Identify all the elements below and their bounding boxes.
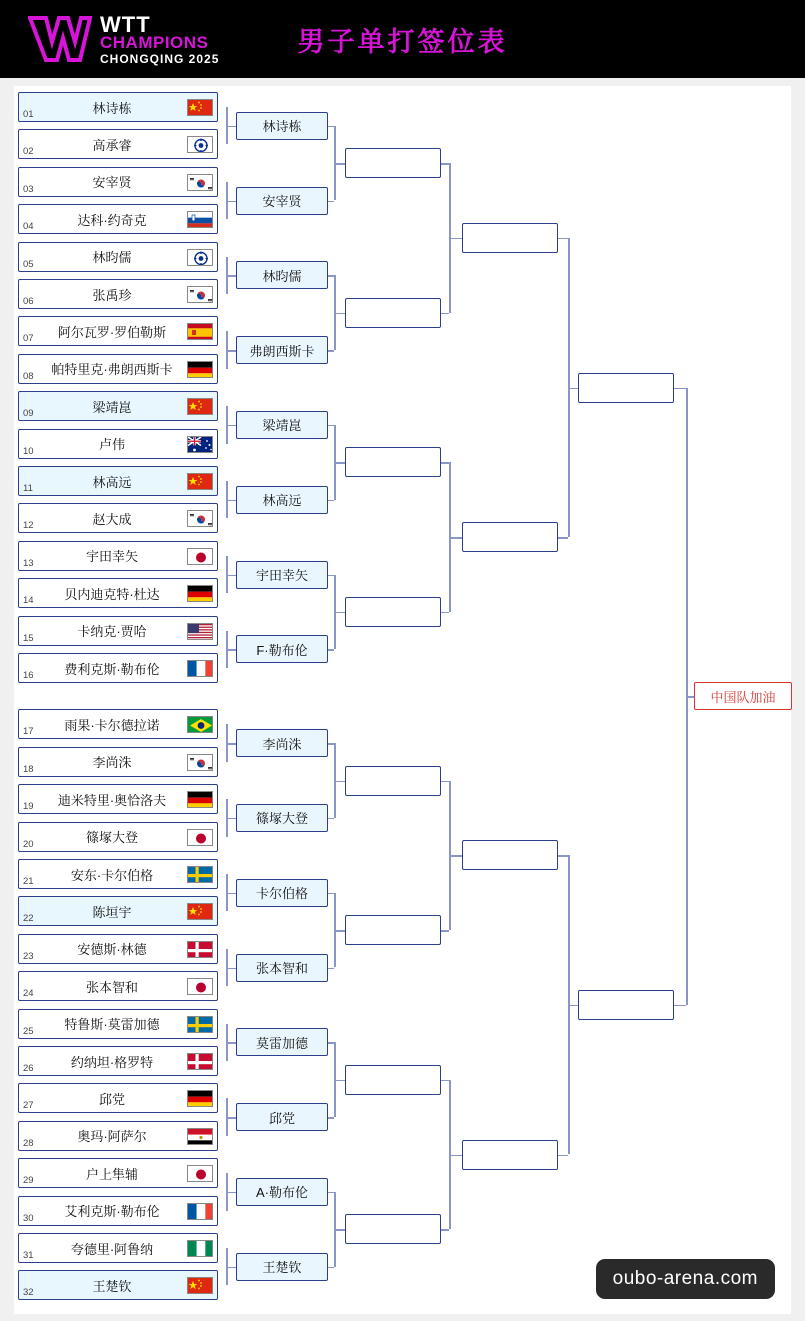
flag-icon-se: [187, 1016, 213, 1033]
seed-entry[interactable]: [18, 1158, 218, 1188]
seed-player-name: 夸德里·阿鲁纳: [70, 1241, 154, 1257]
flag-icon-si: [187, 211, 213, 228]
connector-line: [449, 537, 462, 539]
seed-number: 11: [23, 483, 33, 494]
seed-entry[interactable]: [18, 859, 218, 889]
seed-entry[interactable]: [18, 466, 218, 496]
seed-entry[interactable]: [18, 316, 218, 346]
flag-icon-tpe: [187, 136, 213, 153]
connector-line: [334, 163, 345, 165]
seed-player-name: 梁靖崑: [92, 399, 132, 415]
flag-icon-es: [187, 323, 213, 340]
seed-player-name: 林高远: [92, 474, 132, 490]
seed-entry[interactable]: [18, 204, 218, 234]
round4-box[interactable]: [462, 522, 558, 552]
logo-wtt-text: WTT: [100, 11, 151, 37]
seed-number: 12: [23, 520, 34, 532]
connector-line: [328, 1117, 334, 1119]
flag-icon-eg: [187, 1128, 213, 1145]
flag-icon-kr: [187, 174, 213, 191]
connector-line: [328, 893, 334, 895]
connector-line: [328, 1267, 334, 1269]
round2-winner-box[interactable]: 弗朗西斯卡: [236, 336, 328, 364]
flag-icon-cn: [187, 398, 213, 415]
seed-player-name: 张本智和: [85, 979, 138, 995]
round2-winner-box[interactable]: 篠塚大登: [236, 804, 328, 832]
semifinal-box[interactable]: [578, 990, 674, 1020]
seed-number: 29: [23, 1175, 34, 1187]
connector-line: [558, 1155, 568, 1157]
connector-line: [328, 126, 334, 128]
round2-winner-box[interactable]: 李尚洙: [236, 729, 328, 757]
seed-entry[interactable]: [18, 391, 218, 421]
seed-entry[interactable]: [18, 1121, 218, 1151]
seed-number: 31: [23, 1250, 34, 1261]
seed-player-name: 陈垣宇: [92, 904, 132, 920]
seed-player-name: 安宰贤: [92, 175, 132, 191]
flag-icon-jp: [187, 548, 213, 565]
round2-winner-box[interactable]: 王楚钦: [236, 1253, 328, 1281]
seed-number: 27: [23, 1100, 34, 1112]
logo-champions-text: CHAMPIONS: [100, 32, 209, 52]
bracket-diagram: [0, 78, 805, 1321]
seed-entry[interactable]: [18, 578, 218, 608]
seed-number: 09: [23, 408, 34, 420]
round2-winner-box[interactable]: 林高远: [236, 486, 328, 514]
round4-box[interactable]: [462, 840, 558, 870]
round2-winner-box[interactable]: 宇田幸矢: [236, 561, 328, 589]
seed-entry[interactable]: [18, 709, 218, 739]
seed-entry[interactable]: [18, 653, 218, 683]
round2-winner-box[interactable]: 卡尔伯格: [236, 879, 328, 907]
connector-line: [568, 388, 578, 390]
connector-line: [334, 930, 345, 932]
seed-player-name: 篠塚大登: [85, 830, 138, 846]
flag-icon-kr: [187, 754, 213, 771]
round2-winner-box[interactable]: 邱党: [236, 1103, 328, 1131]
connector-line: [449, 238, 462, 240]
round4-box[interactable]: [462, 223, 558, 253]
flag-icon-au: [187, 436, 213, 453]
round2-winner-box[interactable]: A·勒布伦: [236, 1178, 328, 1206]
seed-player-name: 卢伟: [98, 437, 125, 453]
connector-line: [558, 238, 568, 240]
connector-line: [328, 649, 334, 651]
connector-line: [334, 781, 345, 783]
seed-entry[interactable]: [18, 541, 218, 571]
round2-winner-box[interactable]: 莫雷加德: [236, 1028, 328, 1056]
connector-line: [226, 649, 236, 651]
flag-icon-kr: [187, 510, 213, 527]
seed-player-name: 迪米特里·奥恰洛夫: [57, 792, 167, 808]
seed-entry[interactable]: [18, 616, 218, 646]
seed-player-name: 奥玛·阿萨尔: [77, 1129, 147, 1145]
seed-player-name: 林诗栋: [92, 100, 132, 116]
seed-entry[interactable]: [18, 784, 218, 814]
round2-winner-box[interactable]: 梁靖崑: [236, 411, 328, 439]
seed-entry[interactable]: [18, 279, 218, 309]
seed-player-name: 林昀儒: [92, 250, 132, 266]
seed-player-name: 卡纳克·贾哈: [77, 624, 147, 640]
connector-line: [328, 275, 334, 277]
seed-number: 02: [23, 146, 34, 158]
connector-line: [441, 930, 449, 932]
connector-line: [441, 462, 449, 464]
seed-number: 21: [23, 876, 34, 887]
flag-icon-cn: [187, 903, 213, 920]
flag-icon-jp: [187, 829, 213, 846]
champion-box[interactable]: 中国队加油: [694, 682, 792, 710]
seed-player-name: 安德斯·林德: [77, 942, 147, 958]
round3-box[interactable]: [345, 597, 441, 627]
seed-entry[interactable]: [18, 1233, 218, 1263]
seed-entry[interactable]: [18, 934, 218, 964]
connector-line: [334, 612, 345, 614]
flag-icon-tpe: [187, 249, 213, 266]
seed-number: 07: [23, 333, 34, 345]
seed-entry[interactable]: [18, 1270, 218, 1300]
seed-entry[interactable]: [18, 429, 218, 459]
connector-line: [226, 425, 236, 427]
seed-number: 22: [23, 913, 34, 925]
flag-icon-jp: [187, 1165, 213, 1182]
seed-number: 08: [23, 370, 34, 382]
connector-line: [558, 855, 568, 857]
seed-player-name: 户上隼辅: [85, 1166, 138, 1182]
round2-winner-box[interactable]: 安宰贤: [236, 187, 328, 215]
round2-winner-box[interactable]: F·勒布伦: [236, 635, 328, 663]
connector-line: [328, 575, 334, 577]
seed-player-name: 王楚钦: [92, 1278, 132, 1294]
seed-player-name: 特鲁斯·莫雷加德: [64, 1017, 160, 1033]
seed-number: 23: [23, 950, 34, 962]
round3-box[interactable]: [345, 1214, 441, 1244]
seed-player-name: 达科·约奇克: [77, 212, 147, 228]
flag-icon-br: [187, 716, 213, 733]
seed-number: 03: [23, 183, 34, 195]
seed-entry[interactable]: [18, 92, 218, 122]
seed-number: 20: [23, 838, 34, 850]
page-header: [0, 0, 805, 78]
seed-player-name: 阿尔瓦罗·罗伯勒斯: [57, 324, 167, 340]
seed-entry[interactable]: [18, 1009, 218, 1039]
seed-entry[interactable]: [18, 242, 218, 272]
connector-line: [226, 575, 236, 577]
connector-line: [328, 201, 334, 203]
flag-icon-dk: [187, 1053, 213, 1070]
connector-line: [226, 126, 236, 128]
flag-icon-kr: [187, 286, 213, 303]
seed-number: 01: [23, 109, 34, 120]
connector-line: [441, 1080, 449, 1082]
connector-line: [441, 1229, 449, 1231]
seed-entry[interactable]: [18, 896, 218, 926]
connector-line: [328, 968, 334, 970]
seed-number: 05: [23, 258, 34, 270]
connector-line: [328, 350, 334, 352]
seed-player-name: 赵大成: [92, 511, 132, 527]
flag-icon-de: [187, 791, 213, 808]
connector-line: [334, 462, 345, 464]
flag-icon-de: [187, 1090, 213, 1107]
seed-number: 28: [23, 1137, 34, 1149]
flag-icon-jp: [187, 978, 213, 995]
seed-number: 17: [23, 726, 34, 738]
seed-number: 18: [23, 763, 34, 775]
flag-icon-cn: [187, 99, 213, 116]
seed-player-name: 邱党: [98, 1091, 125, 1107]
wtt-logo-icon: [28, 16, 92, 62]
round3-box[interactable]: [345, 915, 441, 945]
connector-line: [674, 388, 686, 390]
connector-line: [328, 500, 334, 502]
seed-number: 13: [23, 557, 34, 569]
flag-icon-dk: [187, 941, 213, 958]
logo-city-text: CHONGQING 2025: [100, 51, 220, 66]
site-watermark: oubo-arena.com: [596, 1259, 775, 1299]
seed-entry[interactable]: [18, 822, 218, 852]
connector-line: [226, 1192, 236, 1194]
seed-player-name: 约纳坦·格罗特: [70, 1054, 154, 1070]
seed-number: 26: [23, 1063, 34, 1074]
seed-number: 24: [23, 988, 34, 1000]
flag-icon-cn: [187, 473, 213, 490]
connector-line: [449, 855, 462, 857]
connector-line: [226, 968, 236, 970]
round3-box[interactable]: [345, 298, 441, 328]
flag-icon-us: [187, 623, 213, 640]
round3-box[interactable]: [345, 148, 441, 178]
connector-line: [226, 201, 236, 203]
connector-line: [674, 1005, 686, 1007]
seed-player-name: 张禹珍: [92, 287, 132, 303]
seed-entry[interactable]: [18, 1083, 218, 1113]
connector-line: [686, 696, 694, 698]
round3-box[interactable]: [345, 766, 441, 796]
semifinal-box[interactable]: [578, 373, 674, 403]
seed-player-name: 费利克斯·勒布伦: [64, 661, 160, 677]
round3-box[interactable]: [345, 1065, 441, 1095]
connector-line: [334, 313, 345, 315]
round4-box[interactable]: [462, 1140, 558, 1170]
flag-icon-de: [187, 361, 213, 378]
seed-entry[interactable]: [18, 1196, 218, 1226]
connector-line: [441, 781, 449, 783]
seed-entry[interactable]: [18, 747, 218, 777]
page-title: 男子单打签位表: [297, 26, 508, 57]
connector-line: [226, 818, 236, 820]
connector-line: [328, 1192, 334, 1194]
flag-icon-de: [187, 585, 213, 602]
seed-number: 19: [23, 801, 34, 813]
connector-line: [328, 818, 334, 820]
seed-number: 14: [23, 595, 34, 607]
connector-line: [441, 612, 449, 614]
seed-player-name: 高承睿: [92, 137, 132, 153]
seed-number: 15: [23, 632, 34, 644]
flag-icon-cn: [187, 1277, 213, 1294]
connector-line: [328, 743, 334, 745]
flag-icon-fr: [187, 660, 213, 677]
seed-player-name: 贝内迪克特·杜达: [64, 586, 160, 602]
wtt-logo: [28, 8, 248, 70]
connector-line: [328, 1042, 334, 1044]
seed-player-name: 宇田幸矢: [85, 549, 138, 565]
connector-line: [226, 1117, 236, 1119]
connector-line: [226, 350, 236, 352]
round3-box[interactable]: [345, 447, 441, 477]
round2-winner-box[interactable]: 林诗栋: [236, 112, 328, 140]
round2-winner-box[interactable]: 林昀儒: [236, 261, 328, 289]
seed-entry[interactable]: [18, 503, 218, 533]
flag-icon-ng: [187, 1240, 213, 1257]
seed-entry[interactable]: [18, 129, 218, 159]
seed-entry[interactable]: [18, 1046, 218, 1076]
flag-icon-se: [187, 866, 213, 883]
connector-line: [226, 743, 236, 745]
connector-line: [226, 500, 236, 502]
seed-number: 32: [23, 1287, 34, 1299]
seed-number: 04: [23, 221, 34, 233]
connector-line: [441, 313, 449, 315]
seed-number: 25: [23, 1025, 34, 1037]
connector-line: [226, 893, 236, 895]
connector-line: [334, 1080, 345, 1082]
seed-entry[interactable]: [18, 167, 218, 197]
connector-line: [226, 1267, 236, 1269]
seed-player-name: 安东·卡尔伯格: [70, 867, 154, 883]
connector-line: [449, 1155, 462, 1157]
connector-line: [441, 163, 449, 165]
connector-line: [226, 275, 236, 277]
seed-player-name: 帕特里克·弗朗西斯卡: [51, 362, 173, 378]
seed-number: 06: [23, 296, 34, 307]
seed-number: 30: [23, 1212, 34, 1224]
seed-player-name: 艾利克斯·勒布伦: [64, 1204, 160, 1220]
connector-line: [226, 1042, 236, 1044]
seed-number: 16: [23, 670, 34, 681]
seed-player-name: 雨果·卡尔德拉诺: [64, 717, 160, 733]
seed-player-name: 李尚洙: [92, 755, 132, 771]
connector-line: [568, 1005, 578, 1007]
flag-icon-fr: [187, 1203, 213, 1220]
connector-line: [328, 425, 334, 427]
connector-line: [558, 537, 568, 539]
seed-entry[interactable]: [18, 971, 218, 1001]
seed-number: 10: [23, 445, 34, 457]
round2-winner-box[interactable]: 张本智和: [236, 954, 328, 982]
seed-entry[interactable]: [18, 354, 218, 384]
connector-line: [334, 1229, 345, 1231]
